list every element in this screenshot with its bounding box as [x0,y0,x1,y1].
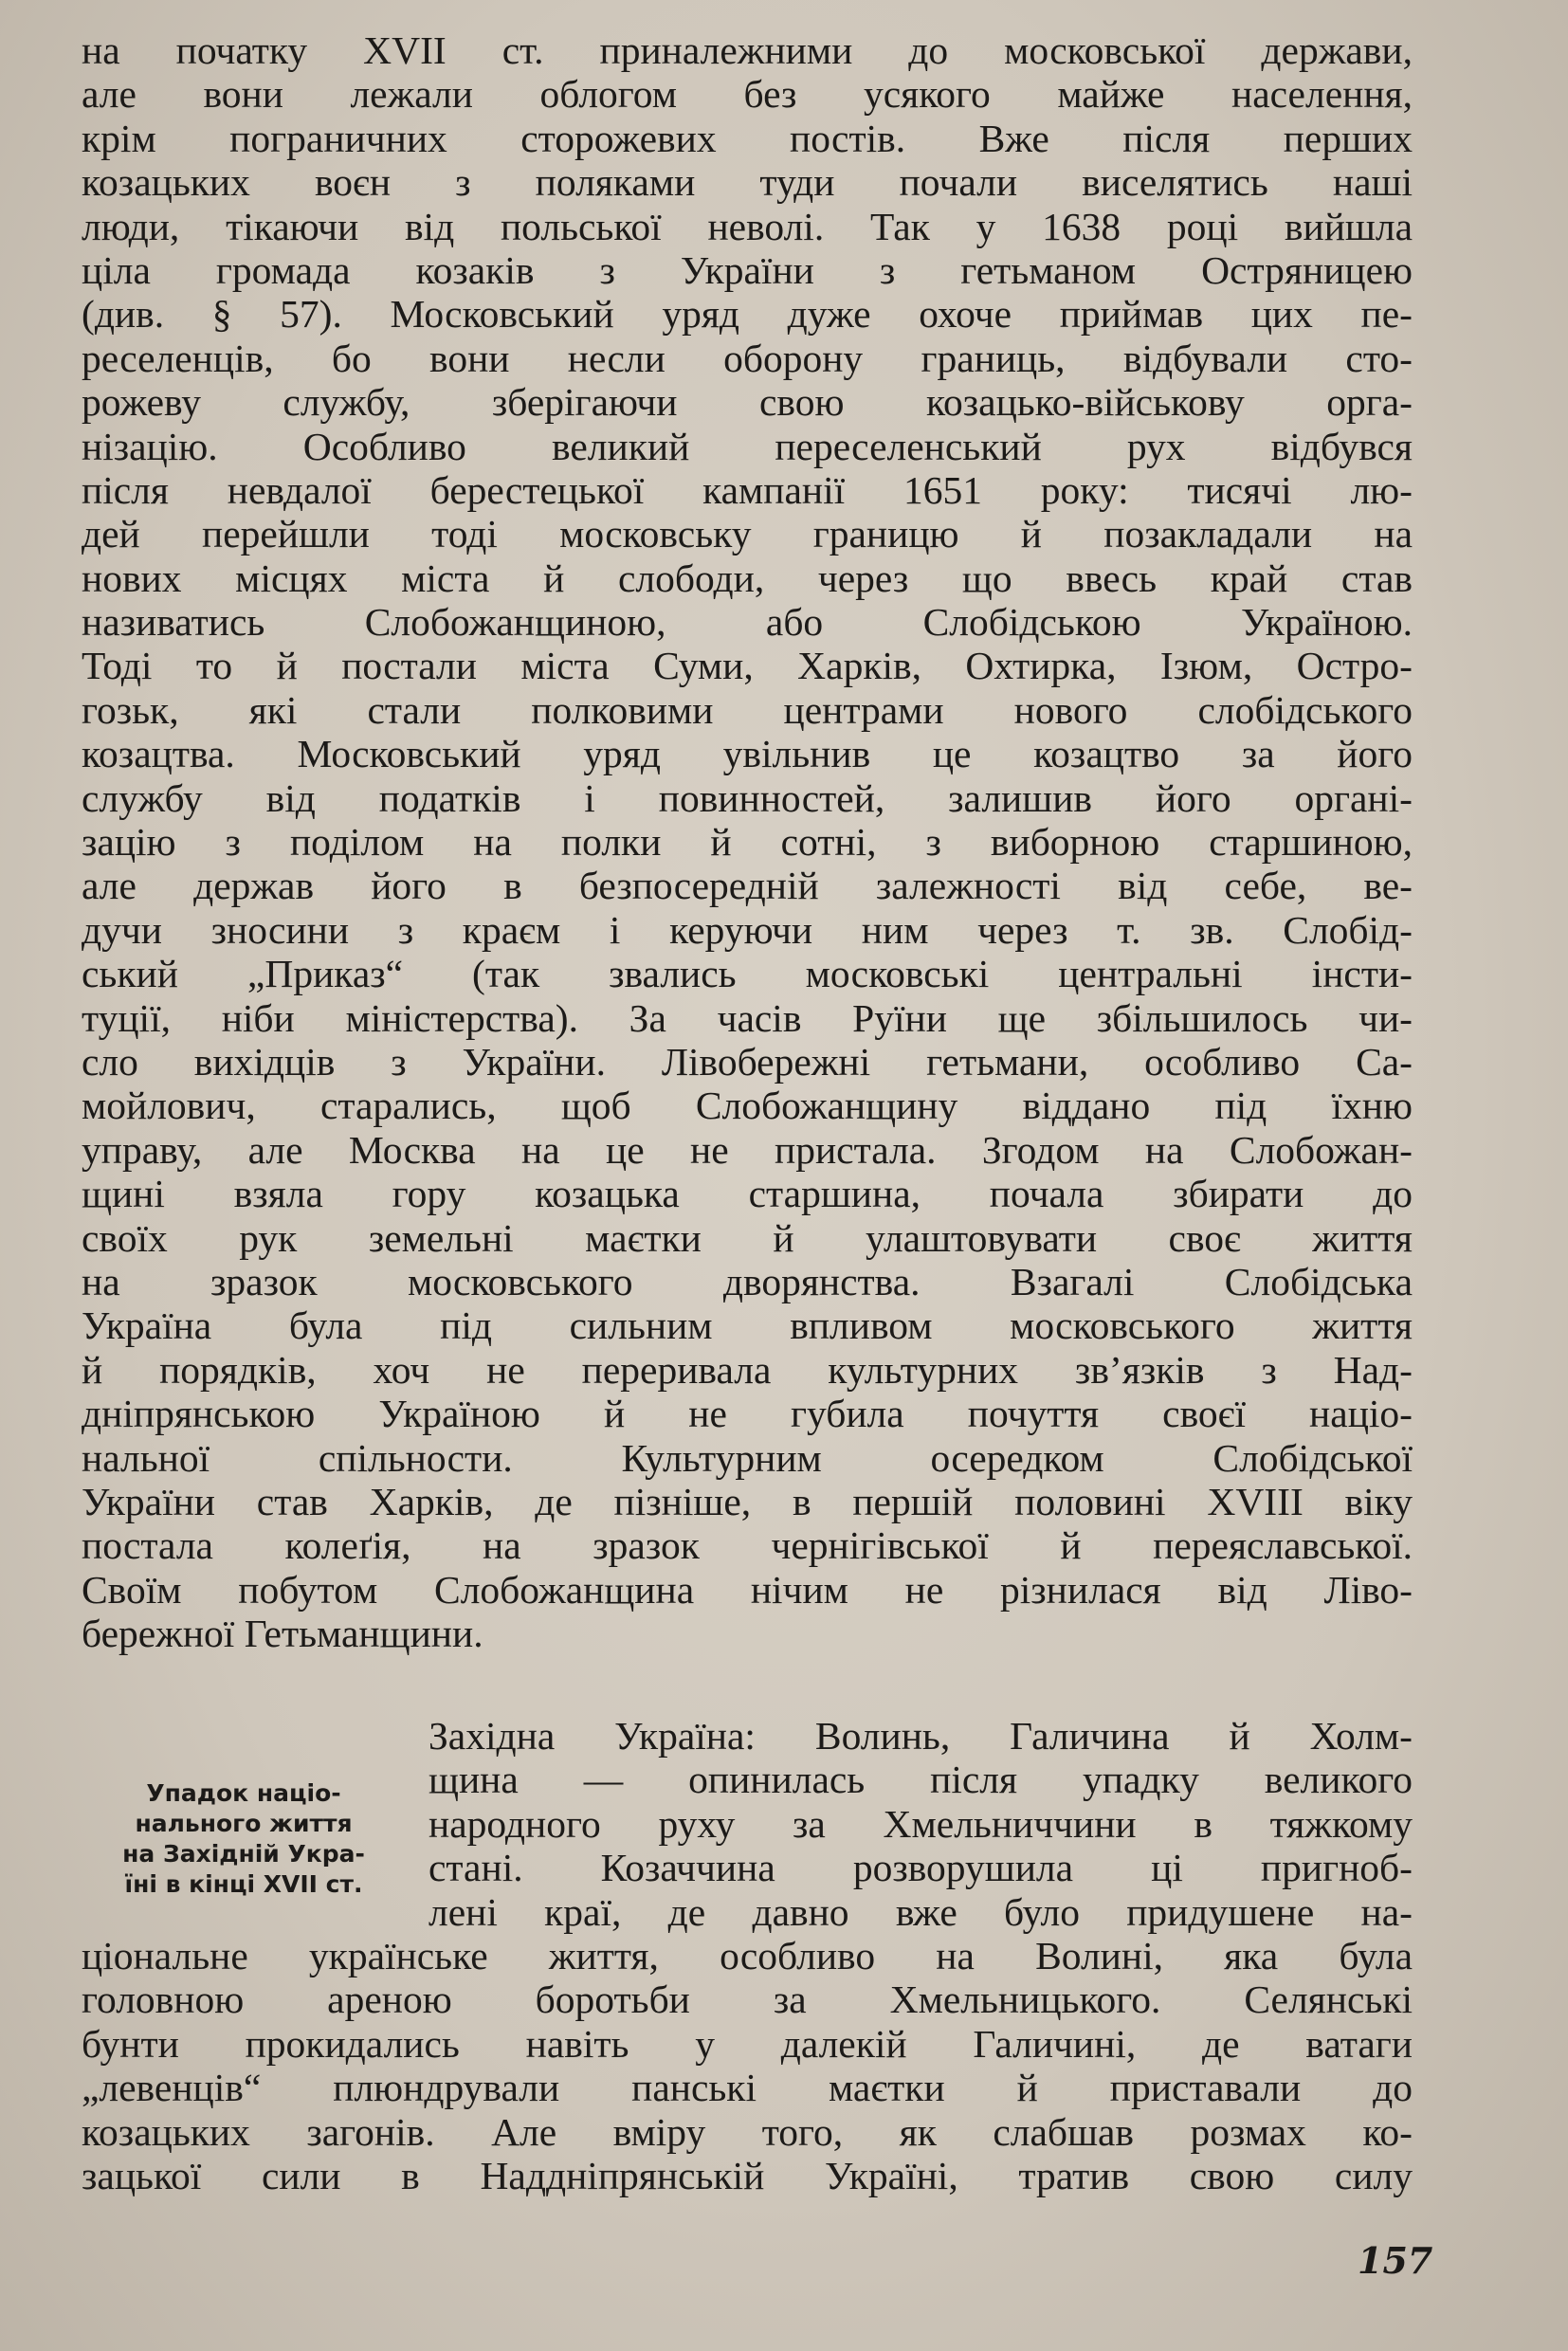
text-line: козацьких воєн з поляками туди почали виселятись наші [82,160,1413,205]
text-line: „левенців“ плюндрували панські маєтки й приставали до [82,2066,1413,2110]
text-line: люди, тікаючи від польської неволі. Так у 1638 році вийшла [82,204,1413,248]
text-line: крім пограничних сторожевих постів. Вже після перших [82,116,1413,160]
text-line: бунти прокидались навіть у далекій Галичині, де ватаги [82,2021,1413,2066]
text-line: нальної спільности. Культурним осередком Слобідської [82,1435,1413,1480]
text-line: після невдалої берестецької кампанії 1651 року: тисячі лю- [82,467,1413,512]
text-line: мойлович, старались, щоб Слобожанщину віддано під їхню [82,1084,1413,1128]
text-line: й порядків, хоч не переривала культурних зв’язків з Над- [82,1347,1413,1392]
text-line: козацьких загонів. Але вміру того, як слабшав розмах ко- [82,2109,1413,2154]
text-line: туції, ніби міністерства). За часів Руїни ще збільшилось чи- [82,995,1413,1040]
text-line: зацію з поділом на полки й сотні, з виборною старшиною, [82,820,1413,865]
text-line: називатись Слобожанщиною, або Слобідською Україною. [82,600,1413,645]
text-line: України став Харків, де пізніше, в першій половині XVIII віку [82,1479,1413,1523]
text-line: своїх рук земельні маєтки й улаштовувати своє життя [82,1215,1413,1260]
text-line: ський „Приказ“ (так звались московські центральні інсти- [82,952,1413,996]
text-line: ціональне українське життя, особливо на Волині, яка була [82,1933,1413,1977]
text-line: але держав його в безпосередній залежності від себе, ве- [82,864,1413,908]
main-paragraph [82,28,1413,1655]
text-line: (див. § 57). Московський уряд дуже охоче приймав цих пе- [82,292,1413,337]
text-line: рожеву службу, зберігаючи свою козацько-військову орга- [82,380,1413,425]
text-line: на початку XVII ст. приналежними до московської держави, [82,28,1413,72]
text-line: бережної Гетьманщини. [82,1612,483,1656]
text-line: народного руху за Хмельниччини в тяжкому [428,1801,1413,1846]
text-line: щині взяла гору козацька старшина, почала збирати до [82,1172,1413,1216]
page-number: 157 [1358,2239,1433,2282]
text-line: сло вихідців з України. Лівобережні гетьмани, особливо Са- [82,1039,1413,1084]
text-line: стані. Козаччина розворушила ці пригноб- [428,1846,1413,1890]
text-line: зацької сили в Наддніпрянській Україні, тратив свою силу [82,2153,1413,2197]
section-paragraph [82,1714,1413,2197]
sidenote-line: їні в кінці XVII ст. [124,1870,363,1898]
text-line: ціла громада козаків з України з гетьманом Остряницею [82,247,1413,292]
text-line: Західна Україна: Волинь, Галичина й Холм- [428,1714,1413,1758]
sidenote-line: на Західній Укра- [122,1840,365,1868]
text-line: нових місцях міста й слободи, через що ввесь край став [82,556,1413,600]
text-line: реселенців, бо вони несли оборону границь, відбували сто- [82,336,1413,380]
text-line: службу від податків і повинностей, залишив його органі- [82,775,1413,820]
text-line: головною ареною боротьби за Хмельницького. Селянські [82,1977,1413,2022]
text-line: постала колеґія, на зразок чернігівської й переяславської. [82,1523,1413,1568]
text-line: лені краї, де давно вже було придушене на- [428,1889,1413,1934]
text-line: але вони лежали облогом без усякого майже населення, [82,72,1413,117]
text-line: гозьк, які стали полковими центрами нового слобідського [82,687,1413,732]
text-line: Своїм побутом Слобожанщина нічим не різнилася від Ліво- [82,1567,1413,1612]
text-line: управу, але Москва на це не пристала. Згодом на Слобожан- [82,1127,1413,1172]
indented-lines [428,1714,1413,1934]
text-line: дніпрянською Україною й не губила почуття своєї націо- [82,1392,1413,1436]
text-line: козацтва. Московський уряд увільнив це козацтво за його [82,732,1413,776]
text-line: дучи зносини з краєм і керуючи ним через т. зв. Слобід- [82,907,1413,952]
text-line: нізацію. Особливо великий переселенський рух відбувся [82,424,1413,468]
text-line: щина — опинилась після упадку великого [428,1758,1413,1802]
text-line: Тоді то й постали міста Суми, Харків, Охтирка, Ізюм, Остро- [82,644,1413,688]
text-line: дей перейшли тоді московську границю й позакладали на [82,512,1413,556]
full-width-lines [82,1934,1413,2197]
text-line: Україна була під сильним впливом московського життя [82,1303,1413,1348]
sidenote-line: нального життя [135,1810,353,1837]
text-line: на зразок московського дворянства. Взагалі Слобідська [82,1259,1413,1303]
sidenote-line: Упадок націо- [146,1779,341,1807]
